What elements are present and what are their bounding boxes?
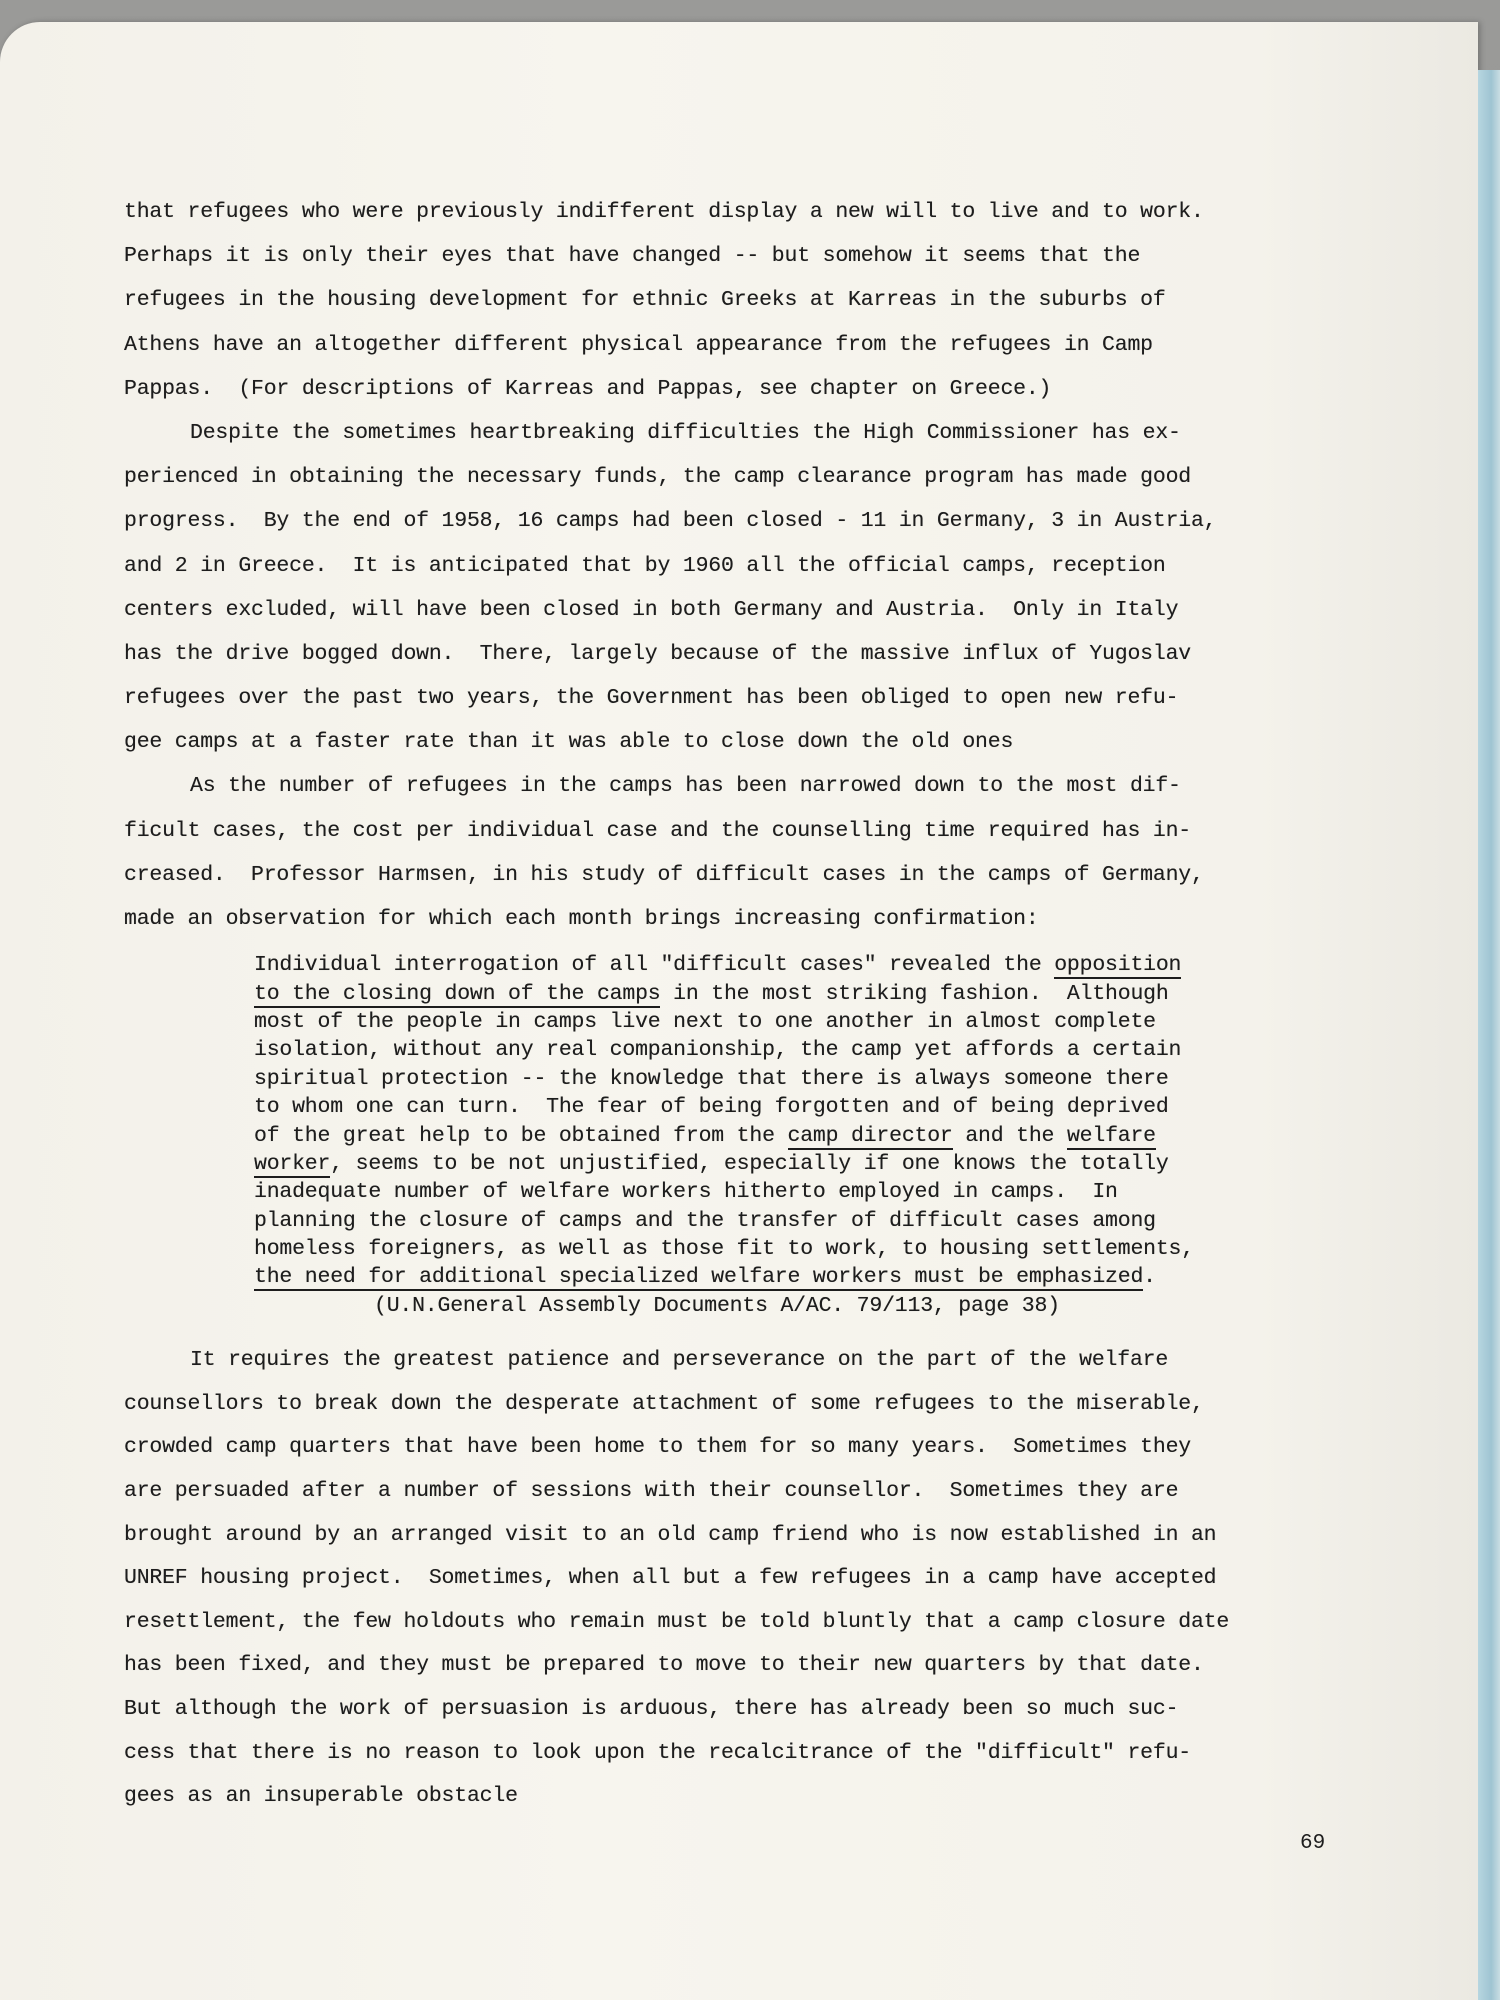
quote-line: homeless foreigners, as well as those fit to work, to housing settlements, (254, 1237, 1194, 1262)
text-line: perienced in obtaining the necessary funds, the camp clearance program has made good (124, 465, 1191, 490)
text-line: made an observation for which each month brings increasing confirmation: (124, 907, 1039, 931)
quote-line (254, 1150, 1349, 1178)
quote-text: in the most striking fashion. Although (660, 981, 1169, 1006)
quote-line: planning the closure of camps and the transfer of difficult cases among (254, 1208, 1156, 1233)
text-line: Despite the sometimes heartbreaking difficulties the High Commissioner has ex- (190, 420, 1181, 445)
quote-line: to whom one can turn. The fear of being forgotten and of being deprived (254, 1095, 1169, 1120)
text-line: has been fixed, and they must be prepared to move to their new quarters by that date. (124, 1653, 1204, 1678)
text-line: crowded camp quarters that have been home to them for so many years. Sometimes they (124, 1435, 1191, 1460)
text-line: refugees over the past two years, the Government has been obliged to open new refu- (124, 686, 1179, 711)
page-edge (1478, 70, 1500, 2000)
text-line: cess that there is no reason to look upon the recalcitrance of the "difficult" refu- (124, 1740, 1191, 1765)
paragraph-3 (124, 764, 1349, 941)
quote-text: . (1143, 1265, 1156, 1290)
text-line: gees as an insuperable obstacle (124, 1784, 518, 1809)
text-line: UNREF housing project. Sometimes, when all but a few refugees in a camp have accepted (124, 1566, 1217, 1591)
paragraph-1 (124, 190, 1349, 411)
underlined-text: opposition (1054, 953, 1182, 978)
text-line: As the number of refugees in the camps has been narrowed down to the most dif- (190, 774, 1181, 799)
quote-line (254, 1122, 1349, 1150)
text-line: resettlement, the few holdouts who remain must be told bluntly that a camp closure date (124, 1609, 1230, 1634)
text-line: But although the work of persuasion is arduous, there has already been so much suc- (124, 1697, 1179, 1722)
quote-text: and the (952, 1123, 1067, 1148)
citation: (U.N.General Assembly Documents A/AC. 79/113, page 38) (374, 1293, 1060, 1318)
quote-line: isolation, without any real companionship, the camp yet affords a certain (254, 1038, 1182, 1063)
quote-text: , seems to be not unjustified, especially if one knows the totally (330, 1151, 1169, 1176)
text-line: It requires the greatest patience and perseverance on the part of the welfare (190, 1348, 1169, 1373)
quote-line: spiritual protection -- the knowledge that there is always someone there (254, 1066, 1169, 1091)
quote-line (254, 951, 1349, 979)
block-quote (254, 951, 1349, 1320)
text-line: ficult cases, the cost per individual case and the counselling time required has in- (124, 818, 1191, 843)
text-line: counsellors to break down the desperate attachment of some refugees to the miserable, (124, 1391, 1204, 1416)
text-line: refugees in the housing development for ethnic Greeks at Karreas in the suburbs of (124, 288, 1166, 313)
paragraph-2 (124, 411, 1349, 765)
quote-line: most of the people in camps live next to one another in almost complete (254, 1009, 1156, 1034)
underlined-text: the need for additional specialized welfare workers must be emphasized (254, 1265, 1144, 1290)
text-line: Pappas. (For descriptions of Karreas and Pappas, see chapter on Greece.) (124, 376, 1052, 401)
text-line: centers excluded, will have been closed in both Germany and Austria. Only in Italy (124, 597, 1179, 622)
text-line: gee camps at a faster rate than it was able to close down the old ones (124, 730, 1014, 755)
text-line: and 2 in Greece. It is anticipated that by 1960 all the official camps, reception (124, 553, 1166, 578)
text-line: brought around by an arranged visit to an old camp friend who is now established in an (124, 1522, 1217, 1547)
underlined-text: to the closing down of the camps (254, 981, 661, 1006)
text-line: has the drive bogged down. There, largely because of the massive influx of Yugoslav (124, 641, 1191, 666)
text-line: Perhaps it is only their eyes that have changed -- but somehow it seems that the (124, 244, 1141, 269)
quote-line (254, 1263, 1349, 1291)
quote-line: inadequate number of welfare workers hitherto employed in camps. In (254, 1180, 1118, 1205)
text-line: that refugees who were previously indifferent display a new will to live and to work. (124, 200, 1204, 224)
underlined-text: worker (254, 1151, 331, 1176)
page-text (124, 190, 1349, 1818)
text-line: are persuaded after a number of sessions with their counsellor. Sometimes they are (124, 1479, 1179, 1504)
text-line: creased. Professor Harmsen, in his study of difficult cases in the camps of Germany, (124, 862, 1204, 887)
paragraph-4 (124, 1338, 1349, 1818)
quote-text: Individual interrogation of all "difficult cases" revealed the (254, 953, 1055, 978)
text-line: Athens have an altogether different physical appearance from the refugees in Camp (124, 332, 1153, 357)
text-line: progress. By the end of 1958, 16 camps had been closed - 11 in Germany, 3 in Austria, (124, 509, 1217, 534)
quote-line (254, 980, 1349, 1008)
page-number: 69 (1300, 1832, 1326, 1855)
underlined-text: welfare (1066, 1123, 1156, 1148)
underlined-text: camp director (787, 1123, 953, 1148)
quote-text: of the great help to be obtained from the (254, 1123, 788, 1148)
